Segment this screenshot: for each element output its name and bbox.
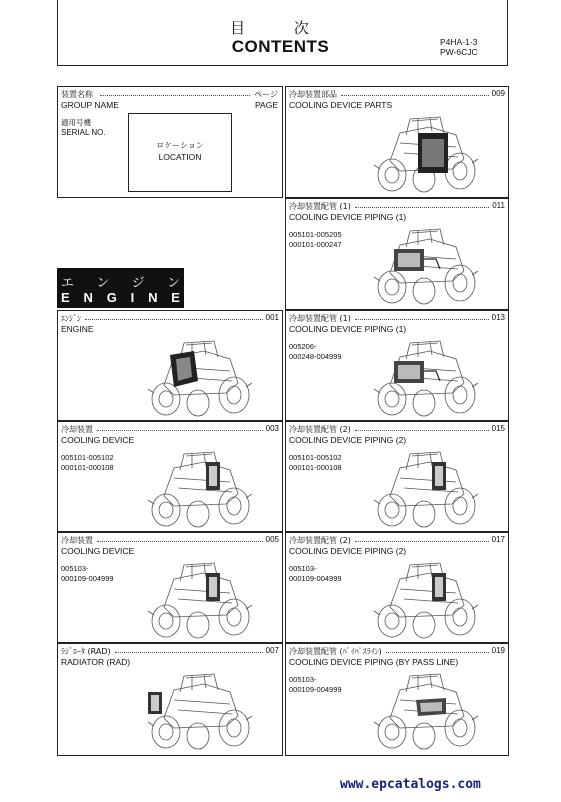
machine-illustration [360, 113, 496, 195]
serial-range-2: 000101-000247 [289, 240, 342, 249]
serial-range-1: 005103- [61, 564, 89, 573]
machine-illustration [360, 337, 496, 419]
serial-range-1: 005101-005205 [289, 230, 342, 239]
serial-range-2: 000101-000108 [289, 463, 342, 472]
group-name-en: GROUP NAME [61, 100, 119, 110]
location-box [128, 113, 232, 192]
cell-title-en: COOLING DEVICE PIPING (2) [289, 546, 407, 556]
serial-range-2: 000109-004999 [289, 685, 342, 694]
leader-dots [355, 207, 489, 208]
cell-radiator[interactable] [57, 643, 283, 756]
page-number: 001 [265, 313, 279, 322]
location-en: LOCATION [158, 152, 202, 162]
cell-title-jp: 冷却装置配管 (2) [289, 425, 351, 434]
leader-dots [355, 430, 489, 431]
group-name-jp: 装置名称 [61, 90, 93, 99]
cell-cooling-device-piping-bypass[interactable] [285, 643, 509, 756]
page-number: 017 [491, 535, 505, 544]
serial-en: SERIAL NO. [61, 128, 106, 137]
section-band-engine [57, 268, 184, 308]
doc-code: P4HA-1-3 [440, 37, 478, 47]
serial-range-2: 000248-004999 [289, 352, 342, 361]
cell-title-en: ENGINE [61, 324, 94, 334]
cell-title-en: COOLING DEVICE PIPING (2) [289, 435, 407, 445]
leader-dots [386, 652, 489, 653]
cell-title-en: RADIATOR (RAD) [61, 657, 131, 667]
cell-cooling-device-b[interactable] [57, 532, 283, 643]
machine-illustration [360, 670, 496, 752]
leader-dots [97, 430, 263, 431]
cell-title-en: COOLING DEVICE [61, 546, 135, 556]
cell-cooling-device-piping-2b[interactable] [285, 532, 509, 643]
cell-cooling-device-parts[interactable] [285, 86, 509, 198]
page-en: PAGE [255, 100, 278, 110]
section-title-jp: エ ン ジ ン [61, 276, 180, 291]
page-jp: ページ [254, 90, 278, 99]
cell-title-en: COOLING DEVICE PARTS [289, 100, 393, 110]
serial-range-1: 005206- [289, 342, 317, 351]
cell-cooling-device-piping-2a[interactable] [285, 421, 509, 532]
legend-cell [57, 86, 283, 198]
leader-dots [355, 541, 489, 542]
leader-dots [355, 319, 489, 320]
serial-range-1: 005101-005102 [289, 453, 342, 462]
page-number: 005 [265, 535, 279, 544]
machine-illustration [360, 225, 496, 307]
page-number: 003 [265, 424, 279, 433]
cell-title-jp: 冷却装置 [61, 536, 93, 545]
leader-dots [97, 541, 263, 542]
cell-cooling-device-a[interactable] [57, 421, 283, 532]
leader-dots [100, 95, 250, 96]
page-number: 011 [492, 201, 505, 210]
cell-title-jp: ﾗｼﾞｴｰﾀ (RAD) [61, 647, 111, 656]
cell-title-jp: 冷却装置配管 (1) [289, 202, 351, 211]
cell-title-jp: ｴﾝｼﾞﾝ [61, 314, 81, 323]
machine-illustration [134, 448, 270, 530]
page-number: 007 [265, 646, 279, 655]
leader-dots [341, 95, 489, 96]
title-en: CONTENTS [231, 37, 330, 56]
cell-title-jp: 冷却装置部品 [289, 90, 337, 99]
leader-dots [85, 319, 263, 320]
cell-cooling-device-piping-1a[interactable] [285, 198, 509, 310]
cell-cooling-device-piping-1b[interactable] [285, 310, 509, 421]
cell-title-jp: 冷却装置配管 (ﾊﾞｲﾊﾟｽﾗｲﾝ) [289, 647, 382, 656]
serial-jp: 適用号機 [61, 118, 91, 127]
leader-dots [115, 652, 263, 653]
page-number: 015 [491, 424, 505, 433]
machine-illustration [134, 559, 270, 641]
serial-range-2: 000109-004999 [289, 574, 342, 583]
page-number: 009 [491, 89, 505, 98]
page-number: 019 [491, 646, 505, 655]
location-jp: ロケーション [156, 141, 204, 150]
cell-title-en: COOLING DEVICE PIPING (1) [289, 324, 407, 334]
cell-title-jp: 冷却装置配管 (1) [289, 314, 351, 323]
model-code: PW-6CJC [440, 47, 478, 57]
machine-illustration [360, 448, 496, 530]
cell-engine[interactable] [57, 310, 283, 421]
serial-range-2: 000109-004999 [61, 574, 114, 583]
section-title-en: E N G I N E [61, 290, 180, 305]
machine-illustration [360, 559, 496, 641]
serial-range-1: 005103- [289, 564, 317, 573]
machine-illustration [134, 337, 270, 419]
website-watermark: www.epcatalogs.com [340, 777, 481, 792]
title-jp: 目 次 [230, 19, 331, 37]
serial-range-1: 005101-005102 [61, 453, 114, 462]
cell-title-jp: 冷却装置配管 (2) [289, 536, 351, 545]
machine-illustration [134, 670, 270, 752]
page-number: 013 [491, 313, 505, 322]
cell-title-en: COOLING DEVICE [61, 435, 135, 445]
cell-title-en: COOLING DEVICE PIPING (BY PASS LINE) [289, 657, 459, 667]
cell-title-jp: 冷却装置 [61, 425, 93, 434]
serial-range-1: 005103- [289, 675, 317, 684]
cell-title-en: COOLING DEVICE PIPING (1) [289, 212, 407, 222]
serial-range-2: 000101-000108 [61, 463, 114, 472]
